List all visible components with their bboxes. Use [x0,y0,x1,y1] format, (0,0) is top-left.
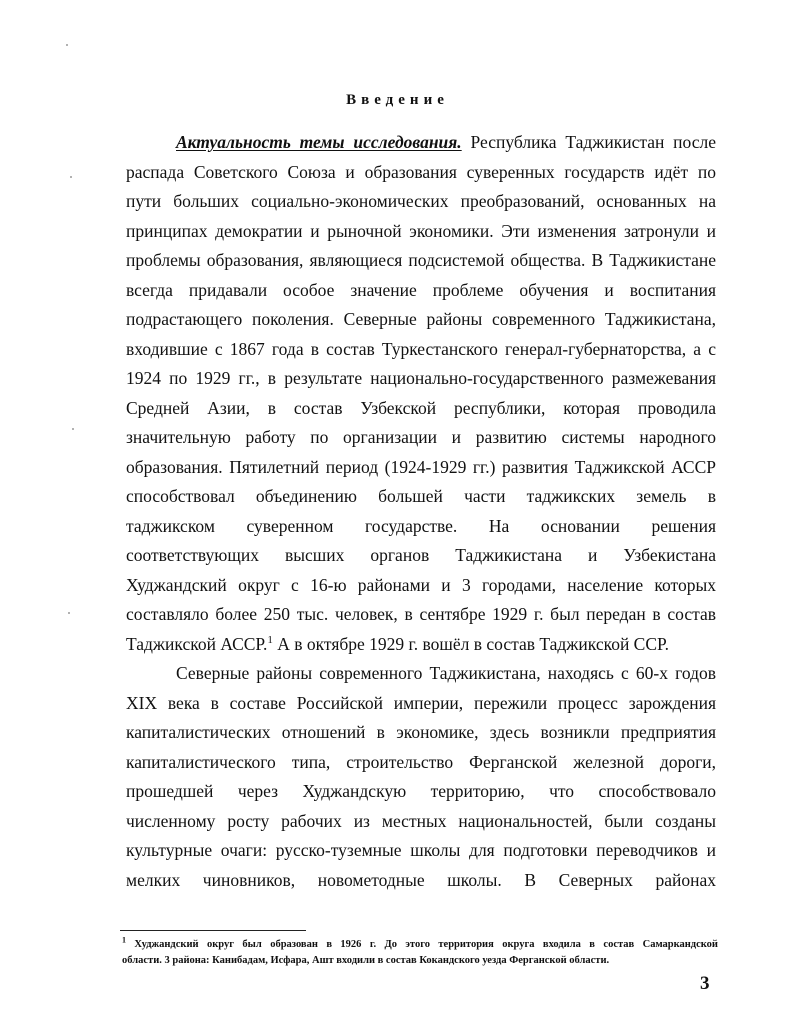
paragraph-2-line: культурные очаги: русско-туземные школы для подготовки переводчиков и [126,840,716,860]
paragraph-1-line: способствовал объединению большей части таджикских земель в [126,486,716,506]
footnote-line-2: области. 3 района: Канибадам, Исфара, Ашт входили в состав Кокандского уезда Ферганской области. [122,955,610,966]
paragraph-2-line: прошедшей через Худжандскую территорию, что способствовало [126,781,716,801]
page-number: 3 [700,973,710,994]
paragraph-1-last-line-start: Таджикской АССР. [126,633,268,654]
paragraph-1-line: подрастающего поколения. Северные районы современного Таджикистана, [126,309,716,329]
paragraph-1-line: составляло более 250 тыс. человек, в сентябре 1929 г. был передан в состав [126,604,716,624]
paragraph-1-line: принципах демократии и рыночной экономики. Эти изменения затронули и [126,220,716,241]
paragraph-2-line: XIX века в составе Российской империи, пережили процесс зарождения [126,692,716,713]
paragraph-1-line: значительную работу по организации и развитию системы народного [126,427,716,447]
paragraph-2-line: численному росту рабочих из местных национальностей, были созданы [126,810,716,831]
scan-speck [72,428,74,430]
footnote-separator [120,930,306,931]
paragraph-1-line: пути больших социально-экономических преобразований, основанных на [126,191,716,211]
paragraph-1-line: Худжандский округ с 16-ю районами и 3 городами, население которых [126,574,716,595]
paragraph-2-line-1: Северные районы современного Таджикистана, находясь с 60-х годов [176,663,716,683]
paragraph-1-line: 1924 по 1929 гг., в результате национально-государственного размежевания [126,368,716,388]
paragraph-2-line: мелких чиновников, новометодные школы. В Северных районах [126,869,716,890]
paragraph-1-line: проблемы образования, являющиеся подсистемой общества. В Таджикистане [126,250,716,270]
paragraph-1-line-1 [126,128,716,158]
paragraph-1-last-line-end: А в октябре 1929 г. вошёл в состав Таджикской ССР. [272,633,669,654]
footnote [122,937,718,969]
paragraph-1-line: соответствующих высших органов Таджикистана и Узбекистана [126,545,716,565]
footnote-mark: 1 [122,935,126,945]
scan-speck [70,176,72,178]
section-heading: Введение [346,92,449,108]
paragraph-1-line: таджикском суверенном государстве. На основании решения [126,515,716,536]
body-text [126,128,716,895]
scan-speck [68,612,70,614]
paragraph-1-line: Средней Азии, в состав Узбекской республики, которая проводила [126,397,716,418]
scan-speck [66,44,68,46]
paragraph-1-line: входившие с 1867 года в состав Туркестанского генерал-губернаторства, а с [126,338,716,359]
footnote-reference: 1 [267,633,273,646]
footnote-line-1 [122,937,718,953]
paragraph-1-line-1-rest: Республика Таджикистан после [461,132,717,152]
paragraph-1-line: всегда придавали особое значение проблеме обучения и воспитания [126,279,716,300]
paragraph-1-line: распада Советского Союза и образования суверенных государств идёт по [126,161,716,182]
paragraph-1-line: образования. Пятилетний период (1924-1929 гг.) развития Таджикской АССР [126,456,716,477]
paragraph-lead-in: Актуальность темы исследования. [176,132,462,152]
footnote-line-1-text: Худжандский округ был образован в 1926 г. До этого территория округа входила в состав Самаркандской [126,939,718,950]
paragraph-2-line: капиталистического типа, строительство Ферганской железной дороги, [126,751,716,772]
paragraph-1-last-line [126,630,716,660]
paragraph-2-line: капиталистических отношений в экономике, здесь возникли предприятия [126,722,716,742]
